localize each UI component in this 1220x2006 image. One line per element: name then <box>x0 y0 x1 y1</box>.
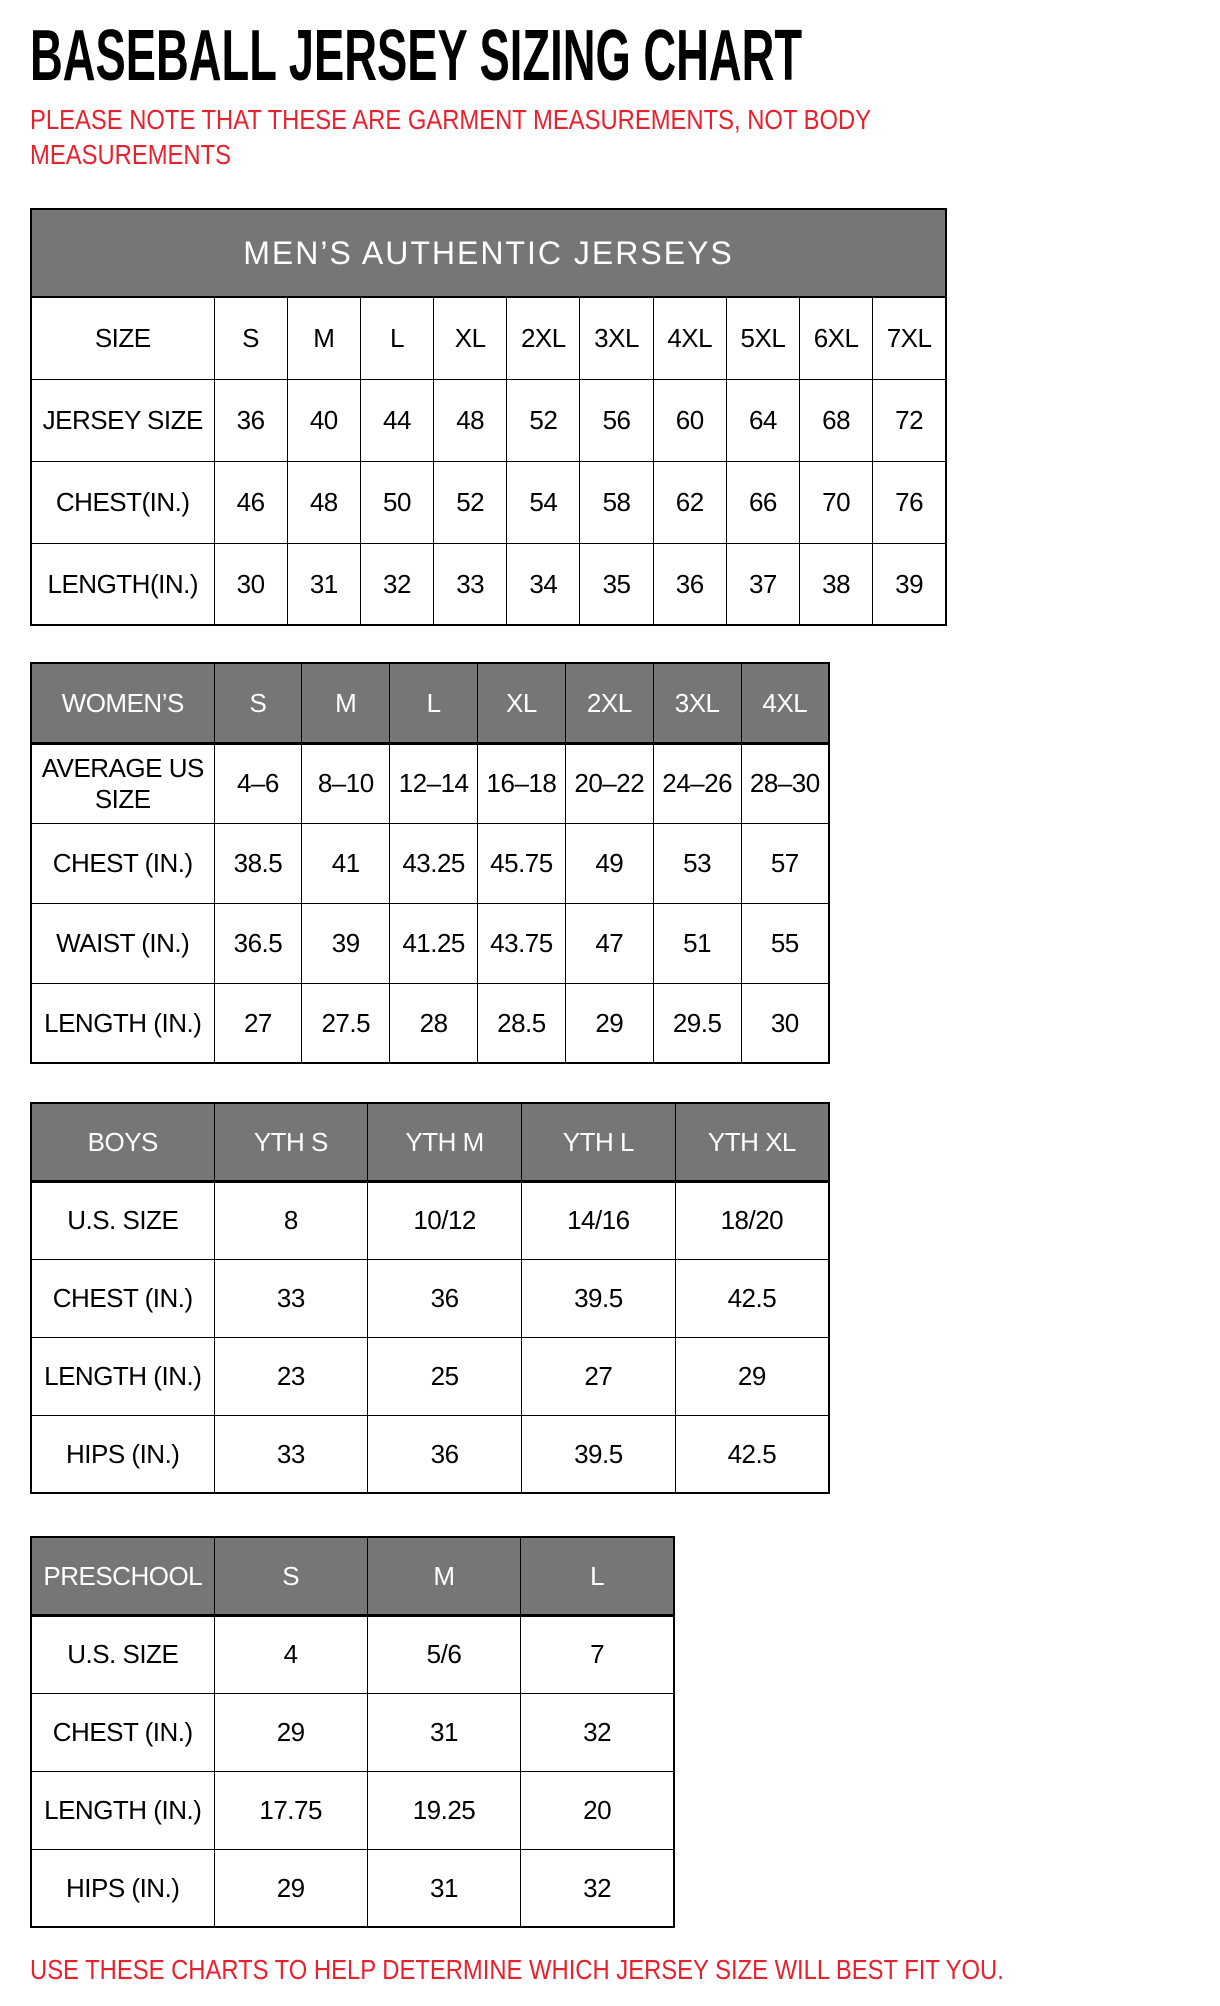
preschool-row <box>31 1693 674 1771</box>
mens-column-header: L <box>360 297 433 379</box>
boys-column-header: YTH L <box>522 1103 676 1181</box>
preschool-value-cell: 32 <box>521 1849 674 1927</box>
womens-value-cell: 28–30 <box>741 743 829 823</box>
boys-column-header: YTH XL <box>675 1103 829 1181</box>
mens-value-cell: 50 <box>360 461 433 543</box>
preschool-value-cell: 20 <box>521 1771 674 1849</box>
note-line-2: MEASUREMENTS <box>30 139 231 171</box>
mens-column-header: 4XL <box>653 297 726 379</box>
womens-value-cell: 43.75 <box>478 903 566 983</box>
preschool-row-label: LENGTH (IN.) <box>31 1771 214 1849</box>
womens-value-cell: 51 <box>653 903 741 983</box>
boys-row <box>31 1181 829 1259</box>
mens-value-cell: 62 <box>653 461 726 543</box>
preschool-sizing-table <box>30 1536 675 1928</box>
womens-row <box>31 983 829 1063</box>
mens-row <box>31 379 946 461</box>
page-title-text: BASEBALL JERSEY SIZING CHART <box>30 16 803 96</box>
mens-banner-row <box>31 209 946 297</box>
mens-value-cell: 34 <box>507 543 580 625</box>
mens-row <box>31 461 946 543</box>
womens-value-cell: 8–10 <box>302 743 390 823</box>
womens-value-cell: 27.5 <box>302 983 390 1063</box>
preschool-header-label: PRESCHOOL <box>31 1537 214 1615</box>
boys-row <box>31 1259 829 1337</box>
boys-value-cell: 27 <box>522 1337 676 1415</box>
womens-row-label: AVERAGE US SIZE <box>31 743 214 823</box>
mens-value-cell: 64 <box>726 379 799 461</box>
boys-value-cell: 36 <box>368 1259 522 1337</box>
preschool-value-cell: 19.25 <box>367 1771 520 1849</box>
womens-value-cell: 41.25 <box>390 903 478 983</box>
mens-row-label: JERSEY SIZE <box>31 379 214 461</box>
mens-value-cell: 38 <box>800 543 873 625</box>
womens-value-cell: 45.75 <box>478 823 566 903</box>
preschool-value-cell: 31 <box>367 1693 520 1771</box>
mens-column-header: 3XL <box>580 297 653 379</box>
mens-value-cell: 54 <box>507 461 580 543</box>
womens-value-cell: 12–14 <box>390 743 478 823</box>
preschool-value-cell: 17.75 <box>214 1771 367 1849</box>
preschool-column-header: M <box>367 1537 520 1615</box>
mens-value-cell: 52 <box>434 461 507 543</box>
garment-measurement-note <box>30 102 1042 172</box>
preschool-row-label: CHEST (IN.) <box>31 1693 214 1771</box>
boys-value-cell: 42.5 <box>675 1415 829 1493</box>
womens-value-cell: 24–26 <box>653 743 741 823</box>
preschool-value-cell: 5/6 <box>367 1615 520 1693</box>
womens-value-cell: 20–22 <box>565 743 653 823</box>
preschool-value-cell: 32 <box>521 1693 674 1771</box>
fit-advice-note: USE THESE CHARTS TO HELP DETERMINE WHICH JERSEY SIZE WILL BEST FIT YOU. <box>30 1954 1004 1986</box>
preschool-value-cell: 7 <box>521 1615 674 1693</box>
womens-column-header: L <box>390 663 478 743</box>
womens-header-row <box>31 663 829 743</box>
womens-row-label: CHEST (IN.) <box>31 823 214 903</box>
mens-value-cell: 72 <box>873 379 946 461</box>
womens-column-header: XL <box>478 663 566 743</box>
womens-sizing-table <box>30 662 830 1064</box>
mens-row-label: LENGTH(IN.) <box>31 543 214 625</box>
mens-column-header: 6XL <box>800 297 873 379</box>
boys-sizing-table <box>30 1102 830 1494</box>
mens-column-header: 2XL <box>507 297 580 379</box>
preschool-value-cell: 4 <box>214 1615 367 1693</box>
preschool-value-cell: 29 <box>214 1849 367 1927</box>
boys-value-cell: 25 <box>368 1337 522 1415</box>
boys-row-label: LENGTH (IN.) <box>31 1337 214 1415</box>
boys-row-label: HIPS (IN.) <box>31 1415 214 1493</box>
boys-value-cell: 14/16 <box>522 1181 676 1259</box>
preschool-value-cell: 29 <box>214 1693 367 1771</box>
boys-row <box>31 1337 829 1415</box>
womens-value-cell: 57 <box>741 823 829 903</box>
womens-value-cell: 30 <box>741 983 829 1063</box>
mens-header-label: SIZE <box>31 297 214 379</box>
womens-column-header: S <box>214 663 302 743</box>
mens-column-header: M <box>287 297 360 379</box>
preschool-row <box>31 1771 674 1849</box>
womens-value-cell: 55 <box>741 903 829 983</box>
mens-header-row <box>31 297 946 379</box>
boys-value-cell: 42.5 <box>675 1259 829 1337</box>
mens-column-header: XL <box>434 297 507 379</box>
preschool-row-label: HIPS (IN.) <box>31 1849 214 1927</box>
womens-value-cell: 47 <box>565 903 653 983</box>
boys-value-cell: 23 <box>214 1337 368 1415</box>
preschool-column-header: L <box>521 1537 674 1615</box>
mens-value-cell: 33 <box>434 543 507 625</box>
mens-value-cell: 39 <box>873 543 946 625</box>
mens-value-cell: 46 <box>214 461 287 543</box>
womens-value-cell: 29 <box>565 983 653 1063</box>
mens-row <box>31 543 946 625</box>
mens-value-cell: 35 <box>580 543 653 625</box>
preschool-value-cell: 31 <box>367 1849 520 1927</box>
womens-value-cell: 28.5 <box>478 983 566 1063</box>
preschool-header-row <box>31 1537 674 1615</box>
womens-value-cell: 27 <box>214 983 302 1063</box>
mens-value-cell: 36 <box>653 543 726 625</box>
mens-value-cell: 30 <box>214 543 287 625</box>
mens-value-cell: 44 <box>360 379 433 461</box>
womens-row <box>31 823 829 903</box>
boys-row-label: CHEST (IN.) <box>31 1259 214 1337</box>
boys-value-cell: 39.5 <box>522 1259 676 1337</box>
mens-value-cell: 36 <box>214 379 287 461</box>
womens-value-cell: 29.5 <box>653 983 741 1063</box>
womens-row-label: LENGTH (IN.) <box>31 983 214 1063</box>
page-title <box>30 16 1220 96</box>
womens-value-cell: 41 <box>302 823 390 903</box>
mens-column-header: 7XL <box>873 297 946 379</box>
womens-value-cell: 43.25 <box>390 823 478 903</box>
womens-value-cell: 53 <box>653 823 741 903</box>
boys-value-cell: 33 <box>214 1415 368 1493</box>
mens-banner: MEN’S AUTHENTIC JERSEYS <box>31 209 946 297</box>
mens-row-label: CHEST(IN.) <box>31 461 214 543</box>
boys-value-cell: 36 <box>368 1415 522 1493</box>
womens-value-cell: 49 <box>565 823 653 903</box>
boys-header-label: BOYS <box>31 1103 214 1181</box>
womens-value-cell: 39 <box>302 903 390 983</box>
boys-value-cell: 29 <box>675 1337 829 1415</box>
preschool-row-label: U.S. SIZE <box>31 1615 214 1693</box>
mens-authentic-jerseys-table <box>30 208 947 626</box>
boys-value-cell: 39.5 <box>522 1415 676 1493</box>
mens-value-cell: 60 <box>653 379 726 461</box>
womens-value-cell: 28 <box>390 983 478 1063</box>
preschool-row <box>31 1849 674 1927</box>
womens-header-label: WOMEN’S <box>31 663 214 743</box>
mens-value-cell: 31 <box>287 543 360 625</box>
note-line-1: PLEASE NOTE THAT THESE ARE GARMENT MEASUREMENTS, NOT BODY <box>30 104 872 136</box>
boys-value-cell: 18/20 <box>675 1181 829 1259</box>
mens-value-cell: 76 <box>873 461 946 543</box>
mens-value-cell: 32 <box>360 543 433 625</box>
womens-value-cell: 4–6 <box>214 743 302 823</box>
mens-value-cell: 68 <box>800 379 873 461</box>
womens-value-cell: 36.5 <box>214 903 302 983</box>
womens-row <box>31 903 829 983</box>
mens-value-cell: 66 <box>726 461 799 543</box>
boys-value-cell: 10/12 <box>368 1181 522 1259</box>
womens-column-header: 4XL <box>741 663 829 743</box>
mens-value-cell: 56 <box>580 379 653 461</box>
mens-value-cell: 52 <box>507 379 580 461</box>
womens-value-cell: 38.5 <box>214 823 302 903</box>
boys-header-row <box>31 1103 829 1181</box>
mens-value-cell: 37 <box>726 543 799 625</box>
womens-row <box>31 743 829 823</box>
boys-row <box>31 1415 829 1493</box>
mens-value-cell: 48 <box>287 461 360 543</box>
mens-column-header: S <box>214 297 287 379</box>
womens-column-header: M <box>302 663 390 743</box>
mens-value-cell: 58 <box>580 461 653 543</box>
mens-value-cell: 48 <box>434 379 507 461</box>
preschool-column-header: S <box>214 1537 367 1615</box>
mens-column-header: 5XL <box>726 297 799 379</box>
boys-value-cell: 8 <box>214 1181 368 1259</box>
boys-value-cell: 33 <box>214 1259 368 1337</box>
womens-column-header: 3XL <box>653 663 741 743</box>
mens-value-cell: 70 <box>800 461 873 543</box>
womens-value-cell: 16–18 <box>478 743 566 823</box>
mens-value-cell: 40 <box>287 379 360 461</box>
boys-column-header: YTH M <box>368 1103 522 1181</box>
womens-row-label: WAIST (IN.) <box>31 903 214 983</box>
boys-column-header: YTH S <box>214 1103 368 1181</box>
preschool-row <box>31 1615 674 1693</box>
boys-row-label: U.S. SIZE <box>31 1181 214 1259</box>
womens-column-header: 2XL <box>565 663 653 743</box>
